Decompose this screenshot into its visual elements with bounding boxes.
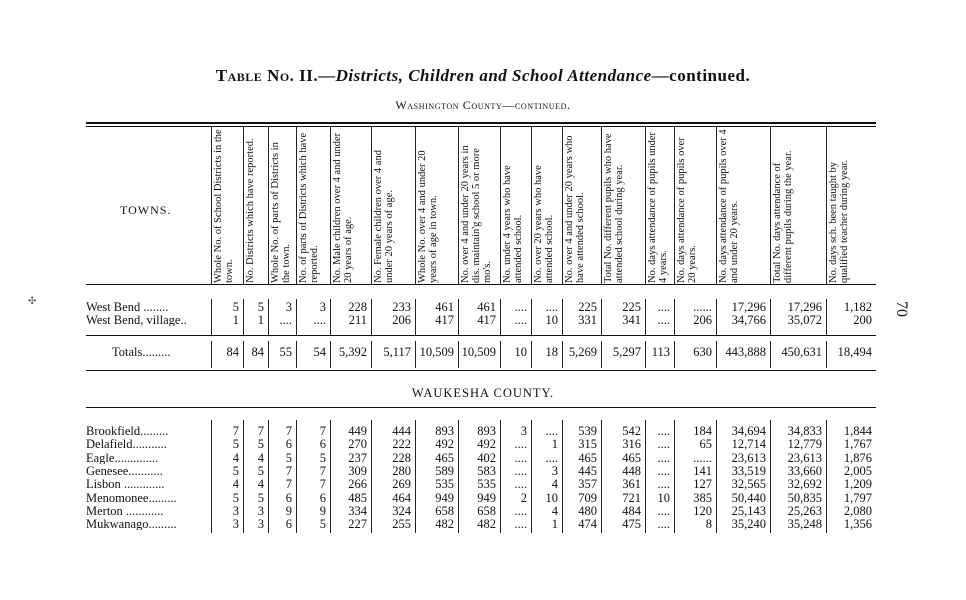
table-cell: 464 [392, 490, 411, 505]
table-cell: 225 [578, 300, 597, 314]
table-cell: 25,263 [787, 503, 822, 518]
table-cell: 228 [348, 300, 367, 314]
table-cell: 8 [705, 517, 712, 532]
table-cell: ...... [693, 450, 712, 465]
table-cell: 7 [285, 463, 292, 478]
table-cell: 4 [232, 450, 239, 465]
table-cell: 50,440 [731, 490, 766, 505]
page-number: 70 [893, 301, 910, 317]
table-cell: 583 [477, 463, 496, 478]
table-cell: 539 [578, 424, 597, 438]
table-cell: .... [514, 503, 527, 518]
table-cell: 535 [435, 477, 454, 492]
table-cell: .... [657, 517, 670, 532]
table-cell: 480 [578, 503, 597, 518]
towns-column-header: TOWNS. [120, 203, 172, 217]
table-cell: 17,296 [787, 300, 822, 314]
table-row [0, 505, 966, 517]
table-cell: 84 [251, 345, 264, 359]
table-row [0, 438, 966, 450]
table-cell: 5 [232, 490, 239, 505]
table-row [0, 425, 966, 437]
table-cell: .... [545, 450, 558, 465]
table-cell: 7 [319, 463, 326, 478]
table-cell: 444 [392, 424, 411, 438]
column-separator [211, 126, 212, 284]
table-cell: .... [514, 437, 527, 452]
column-header: No. Districts which have reported. [245, 138, 256, 283]
table-cell: 4 [551, 503, 558, 518]
table-cell: 10 [545, 490, 558, 505]
table-cell: 3 [232, 503, 239, 518]
table-cell: 10 [657, 490, 670, 505]
table-row [0, 301, 966, 313]
table-cell: 3 [232, 517, 239, 532]
table-cell: 34,833 [787, 424, 822, 438]
table-cell: 6 [319, 490, 326, 505]
table-cell: 4 [257, 477, 264, 492]
table-cell: 5 [257, 463, 264, 478]
row-town-name: Lisbon ............. [86, 478, 165, 491]
column-separator [415, 126, 416, 284]
table-cell: 35,240 [731, 517, 766, 532]
table-cell: 1 [551, 517, 558, 532]
table-row [0, 492, 966, 504]
column-header: Whole No. over 4 and under 20 years of age in town. [417, 150, 439, 283]
table-cell: 10,509 [419, 345, 454, 359]
table-cell: .... [514, 450, 527, 465]
table-cell: 127 [693, 477, 712, 492]
table-number: Table No. II. [215, 66, 319, 85]
table-cell: 449 [348, 424, 367, 438]
table-cell: .... [514, 313, 527, 327]
table-cell: 450,631 [781, 345, 822, 359]
table-cell: 7 [285, 477, 292, 492]
table-cell: 12,714 [731, 437, 766, 452]
table-cell: 492 [435, 437, 454, 452]
column-header: No. of parts of Districts which have reported. [298, 132, 320, 283]
table-cell: 1,209 [843, 477, 872, 492]
table-cell: 84 [226, 345, 239, 359]
table-cell: 255 [392, 517, 411, 532]
table-cell: 2,080 [843, 503, 872, 518]
column-header: No. Female children over 4 and under 20 years of age. [373, 150, 395, 283]
table-cell: 3 [319, 300, 326, 314]
table-cell: 1 [232, 313, 239, 327]
table-cell: 5 [257, 300, 264, 314]
table-cell: 10 [545, 313, 558, 327]
table-row [0, 452, 966, 464]
row-town-name: Delafield........... [86, 438, 167, 451]
table-cell: 658 [477, 503, 496, 518]
table-cell: 443,888 [725, 345, 766, 359]
table-cell: 32,692 [787, 477, 822, 492]
column-separator [601, 126, 602, 284]
table-cell: 113 [651, 345, 670, 359]
totals-row [0, 346, 966, 358]
column-header: No. over 20 years who have attended school. [533, 165, 555, 283]
table-cell: 1 [257, 313, 264, 327]
column-header: Total No. different pupils who have attended school during year. [603, 133, 625, 283]
table-cell: 324 [392, 503, 411, 518]
table-cell: 475 [622, 517, 641, 532]
column-header: Whole No. of parts of Districts in the town. [270, 142, 292, 283]
table-cell: 5 [319, 450, 326, 465]
totals-bottom-rule [86, 370, 876, 371]
column-separator [826, 126, 827, 284]
table-cell: .... [514, 300, 527, 314]
table-cell: 417 [435, 313, 454, 327]
table-cell: 50,835 [787, 490, 822, 505]
table-cell: 6 [319, 437, 326, 452]
table-cell: 5,269 [568, 345, 597, 359]
table-cell: 465 [578, 450, 597, 465]
table-cell: 315 [578, 437, 597, 452]
column-separator [674, 126, 675, 284]
table-cell: 1,182 [843, 300, 872, 314]
column-separator [770, 126, 771, 284]
table-cell: 7 [319, 424, 326, 438]
column-separator [562, 126, 563, 284]
table-cell: 341 [622, 313, 641, 327]
table-cell: 949 [477, 490, 496, 505]
row-town-name: Menomonee......... [86, 491, 177, 504]
table-cell: 206 [693, 313, 712, 327]
column-header: Total No. days attendance of different pupils during the year. [772, 150, 794, 283]
row-town-name: Mukwanago......... [86, 518, 177, 531]
table-cell: 658 [435, 503, 454, 518]
county-subtitle: Washington County—continued. [395, 98, 571, 112]
table-cell: 5 [257, 490, 264, 505]
table-cell: 4 [232, 477, 239, 492]
table-cell: .... [514, 517, 527, 532]
table-cell: 721 [622, 490, 641, 505]
table-cell: 1,876 [843, 450, 872, 465]
table-cell: 7 [232, 424, 239, 438]
table-cell: 237 [348, 450, 367, 465]
row-town-name: Merton ............ [86, 504, 164, 517]
column-header: No. over 4 and under 20 years in dis. maintain'g school 5 or more mo's. [460, 145, 493, 283]
table-cell: 1 [551, 437, 558, 452]
table-title [0, 66, 966, 86]
column-header: No. days attendance of pupils over 4 and under 20 years. [718, 129, 740, 283]
column-header: No. over 4 and under 20 years who have attended school. [564, 135, 586, 283]
title-suffix: —continued. [651, 66, 751, 85]
table-cell: 535 [477, 477, 496, 492]
table-cell: 35,248 [787, 517, 822, 532]
table-cell: 10 [514, 345, 527, 359]
table-cell: 33,519 [731, 463, 766, 478]
table-cell: 448 [622, 463, 641, 478]
table-cell: 949 [435, 490, 454, 505]
table-cell: 5 [319, 517, 326, 532]
table-cell: 54 [313, 345, 326, 359]
table-cell: 3 [285, 300, 292, 314]
table-cell: 1,797 [843, 490, 872, 505]
table-cell: 361 [622, 477, 641, 492]
table-cell: 3 [520, 424, 527, 438]
table-cell: 55 [279, 345, 292, 359]
waukesha-county-heading: WAUKESHA COUNTY. [411, 386, 555, 400]
table-cell: 23,613 [731, 450, 766, 465]
table-cell: .... [279, 313, 292, 327]
table-cell: 9 [319, 503, 326, 518]
table-cell: 184 [693, 424, 712, 438]
table-cell: 5 [232, 300, 239, 314]
table-cell: 9 [285, 503, 292, 518]
table-cell: 120 [693, 503, 712, 518]
row-town-name: Brookfield......... [86, 425, 169, 437]
waukesha-top-rule [86, 407, 876, 408]
table-cell: 6 [285, 517, 292, 532]
table-cell: .... [657, 300, 670, 314]
table-cell: 445 [578, 463, 597, 478]
table-cell: 6 [285, 490, 292, 505]
table-cell: .... [545, 424, 558, 438]
row-town-name: West Bend ........ [86, 301, 169, 313]
table-subject: Districts, Children and School Attendance [335, 66, 652, 85]
table-cell: 7 [257, 424, 264, 438]
table-row [0, 465, 966, 477]
table-cell: 893 [477, 424, 496, 438]
column-separator [716, 126, 717, 284]
table-cell: .... [657, 450, 670, 465]
table-cell: 269 [392, 477, 411, 492]
column-header: No. days sch. been taught by qualified teacher during year. [828, 159, 850, 283]
table-cell: 385 [693, 490, 712, 505]
table-cell: 280 [392, 463, 411, 478]
column-header: Whole No. of School Districts in the town. [213, 129, 235, 283]
table-cell: 461 [435, 300, 454, 314]
table-cell: 465 [622, 450, 641, 465]
column-separator [371, 126, 372, 284]
row-town-name: West Bend, village.. [86, 314, 187, 326]
table-cell: 357 [578, 477, 597, 492]
table-cell: .... [514, 463, 527, 478]
table-cell: 2 [520, 490, 527, 505]
table-cell: 484 [622, 503, 641, 518]
table-cell: 211 [348, 313, 367, 327]
table-cell: .... [657, 437, 670, 452]
table-cell: 3 [257, 503, 264, 518]
row-town-name: Genesee........... [86, 464, 163, 477]
table-cell: 225 [622, 300, 641, 314]
title-dash: — [318, 66, 336, 85]
table-cell: 35,072 [787, 313, 822, 327]
table-cell: 2,005 [843, 463, 872, 478]
table-cell: 482 [435, 517, 454, 532]
header-bottom-rule [86, 284, 876, 285]
column-separator [458, 126, 459, 284]
table-cell: 309 [348, 463, 367, 478]
table-cell: 4 [257, 450, 264, 465]
row-town-name: Eagle.............. [86, 451, 159, 464]
column-separator [296, 126, 297, 284]
table-cell: 34,766 [731, 313, 766, 327]
table-cell: 1,356 [843, 517, 872, 532]
table-row [0, 518, 966, 530]
table-cell: 482 [477, 517, 496, 532]
table-cell: 542 [622, 424, 641, 438]
table-cell: 233 [392, 300, 411, 314]
column-separator [268, 126, 269, 284]
table-cell: 589 [435, 463, 454, 478]
table-cell: 222 [392, 437, 411, 452]
table-cell: 417 [477, 313, 496, 327]
table-cell: 331 [578, 313, 597, 327]
top-rule-thick [86, 122, 876, 124]
table-cell: 1,844 [843, 424, 872, 438]
table-cell: 17,296 [731, 300, 766, 314]
table-cell: .... [657, 477, 670, 492]
table-cell: 334 [348, 503, 367, 518]
table-cell: 12,779 [787, 437, 822, 452]
table-cell: .... [545, 300, 558, 314]
column-separator [500, 126, 501, 284]
table-cell: 316 [622, 437, 641, 452]
table-cell: .... [657, 463, 670, 478]
table-cell: 228 [392, 450, 411, 465]
table-cell: .... [657, 313, 670, 327]
table-cell: 7 [319, 477, 326, 492]
top-rule-thin [86, 126, 876, 127]
table-cell: 4 [551, 477, 558, 492]
table-cell: 7 [285, 424, 292, 438]
column-header: No. days attendance of pupils over 20 years. [676, 137, 698, 283]
table-cell: .... [313, 313, 326, 327]
table-cell: 266 [348, 477, 367, 492]
table-cell: 270 [348, 437, 367, 452]
table-cell: 474 [578, 517, 597, 532]
column-separator [330, 126, 331, 284]
table-cell: 34,694 [731, 424, 766, 438]
table-cell: 5 [232, 463, 239, 478]
table-row [0, 314, 966, 326]
table-cell: 5 [232, 437, 239, 452]
table-cell: 5,297 [612, 345, 641, 359]
table-cell: 5 [285, 450, 292, 465]
column-separator [531, 126, 532, 284]
table-cell: .... [657, 424, 670, 438]
column-header: No. days attendance of pupils under 4 years. [647, 131, 669, 283]
table-cell: 32,565 [731, 477, 766, 492]
table-cell: 5,392 [338, 345, 367, 359]
table-cell: 6 [285, 437, 292, 452]
table-cell: .... [514, 477, 527, 492]
table-cell: 1,767 [843, 437, 872, 452]
table-row [0, 478, 966, 490]
table-cell: 630 [693, 345, 712, 359]
totals-top-rule [86, 335, 876, 336]
row-town-name: Totals......... [112, 346, 171, 358]
table-cell: 492 [477, 437, 496, 452]
table-cell: 893 [435, 424, 454, 438]
table-cell: 465 [435, 450, 454, 465]
table-cell: 33,660 [787, 463, 822, 478]
column-separator [243, 126, 244, 284]
table-cell: 461 [477, 300, 496, 314]
table-cell: 141 [693, 463, 712, 478]
table-cell: 5 [257, 437, 264, 452]
table-cell: ...... [693, 300, 712, 314]
table-cell: 5,117 [383, 345, 411, 359]
table-cell: 23,613 [787, 450, 822, 465]
table-cell: 18,494 [837, 345, 872, 359]
margin-mark: ✣ [28, 296, 37, 307]
table-cell: 18 [545, 345, 558, 359]
table-cell: .... [657, 503, 670, 518]
table-cell: 485 [348, 490, 367, 505]
table-cell: 206 [392, 313, 411, 327]
column-header: No. Male children over 4 and under 20 years of age. [332, 132, 354, 283]
table-cell: 709 [578, 490, 597, 505]
table-cell: 65 [699, 437, 712, 452]
table-cell: 25,143 [731, 503, 766, 518]
table-cell: 227 [348, 517, 367, 532]
table-cell: 200 [853, 313, 872, 327]
table-cell: 3 [257, 517, 264, 532]
table-cell: 3 [551, 463, 558, 478]
table-cell: 10,509 [461, 345, 496, 359]
table-cell: 402 [477, 450, 496, 465]
column-header: No. under 4 years who have attended school. [502, 165, 524, 283]
column-separator [645, 126, 646, 284]
